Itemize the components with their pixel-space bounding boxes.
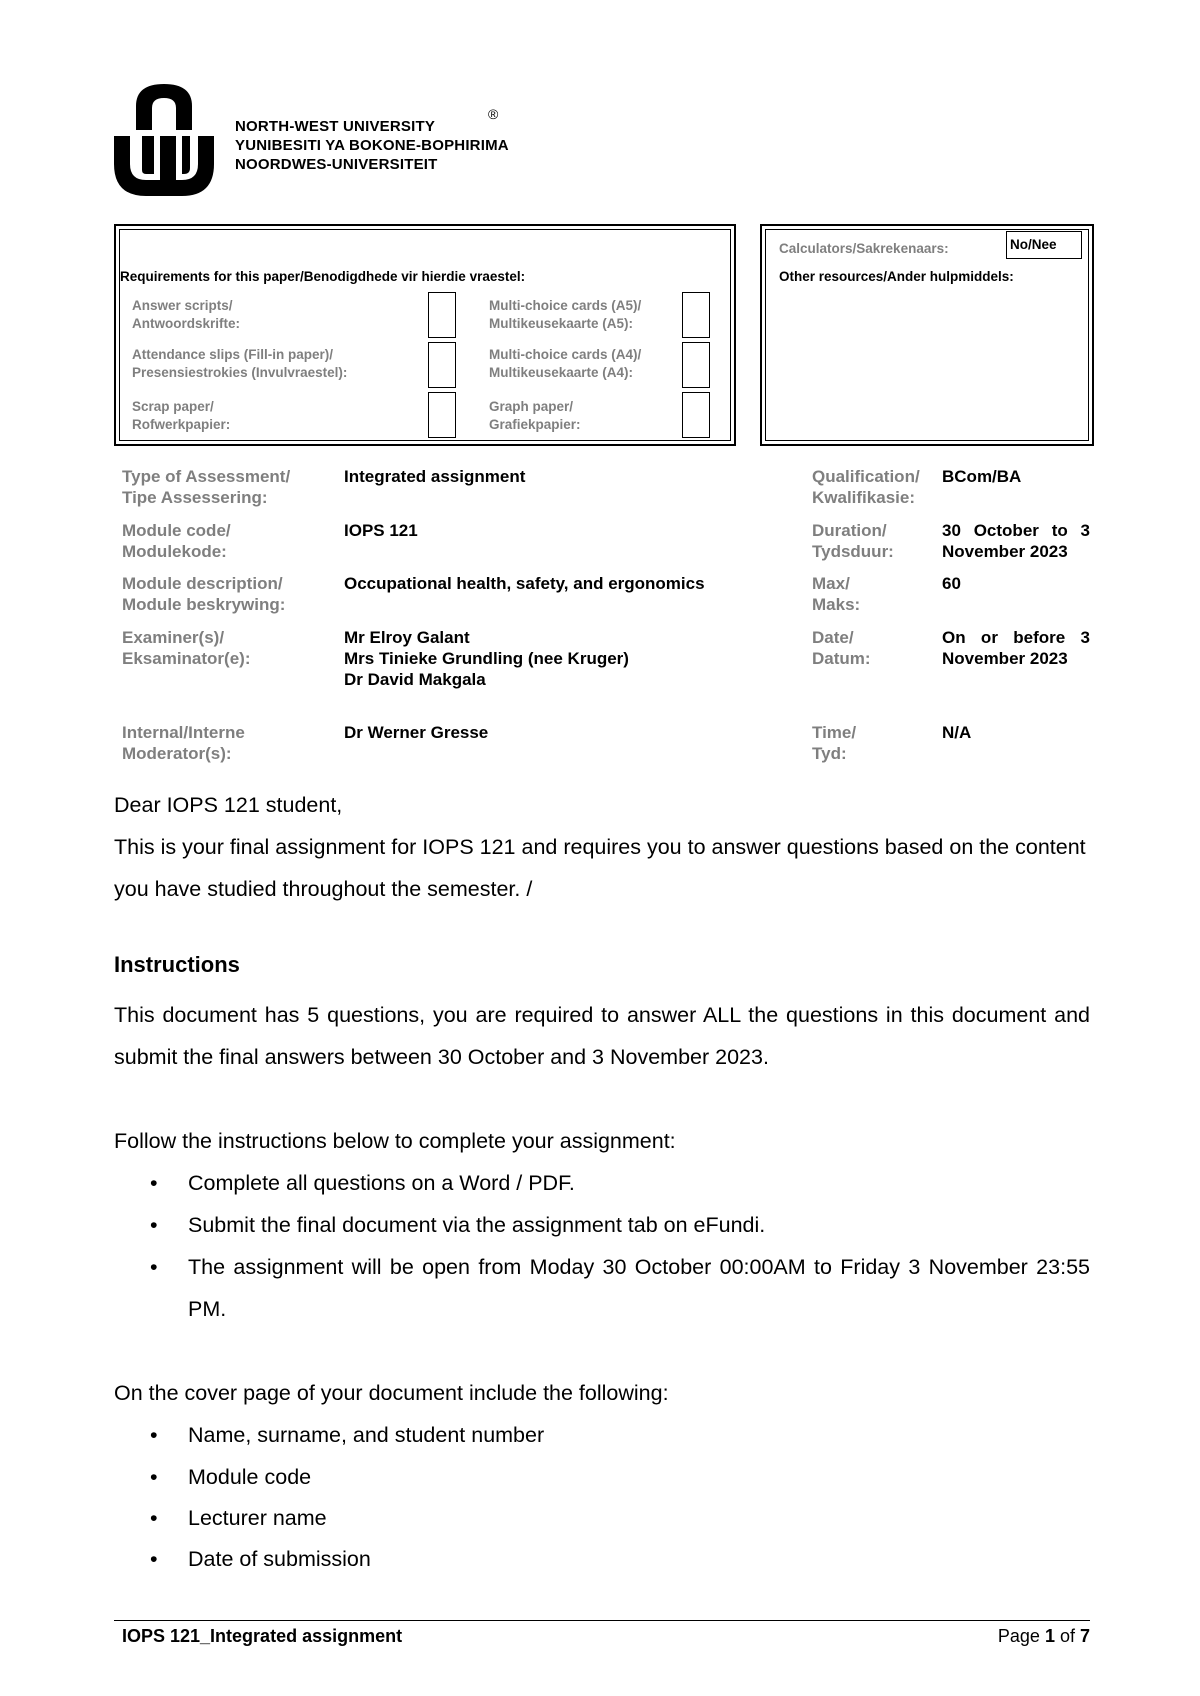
cover-bullet-2: Module code [188, 1465, 312, 1489]
bullet-icon: • [150, 1171, 158, 1195]
req-graph-paper: Graph paper/ Grafiekpapier: [489, 399, 581, 432]
page-number: Page 1 of 7 [997, 1626, 1090, 1646]
graph-paper-checkbox[interactable] [682, 392, 710, 438]
bullet-icon: • [150, 1213, 158, 1237]
duration-label: Duration/ Tydsduur: [812, 521, 894, 561]
footer-divider [114, 1620, 1090, 1621]
intro-paragraph: This is your final assignment for IOPS 121 and requires you to answer questions based on the content you have studied throughout the semester. / [114, 835, 1086, 901]
module-code-label: Module code/ Modulekode: [122, 521, 231, 561]
qualification-label: Qualification/ Kwalifikasie: [812, 467, 920, 507]
bullet-icon: • [150, 1465, 158, 1489]
time-value: N/A [942, 723, 972, 742]
time-label: Time/ Tyd: [812, 723, 857, 763]
assessment-type-value: Integrated assignment [344, 467, 526, 486]
cover-bullet-4: Date of submission [188, 1547, 371, 1571]
module-code-value: IOPS 121 [344, 521, 418, 540]
req-answer-scripts: Answer scripts/ Antwoordskrifte: [132, 298, 240, 331]
calculators-value-field[interactable]: No/Nee [1006, 231, 1082, 259]
assessment-type-label: Type of Assessment/ Tipe Assessering: [122, 467, 291, 507]
university-name: NORTH-WEST UNIVERSITY YUNIBESITI YA BOKONE-BOPHIRIMA NOORDWES-UNIVERSITEIT [235, 118, 509, 173]
multichoice-a4-checkbox[interactable] [682, 342, 710, 388]
nwu-logo-icon [114, 84, 214, 198]
instructions-paragraph: This document has 5 questions, you are required to answer ALL the questions in this document and submit the final answers between 30 October and 3 November 2023. [114, 1003, 1090, 1069]
qualification-value: BCom/BA [942, 467, 1022, 486]
follow-instructions-text: Follow the instructions below to complete your assignment: [114, 1129, 676, 1153]
bullet-icon: • [150, 1506, 158, 1530]
module-description-label: Module description/ Module beskrywing: [122, 574, 286, 614]
attendance-slips-checkbox[interactable] [428, 342, 456, 388]
bullet-icon: • [150, 1547, 158, 1571]
cover-bullet-1: Name, surname, and student number [188, 1423, 545, 1447]
other-resources-label: Other resources/Ander hulpmiddels: [779, 269, 1014, 284]
duration-value: 30 October to 3 November 2023 [942, 521, 1090, 561]
bullet-icon: • [150, 1423, 158, 1447]
cover-bullet-3: Lecturer name [188, 1506, 327, 1530]
module-description-value: Occupational health, safety, and ergonomics [344, 574, 705, 593]
bullet-icon: • [150, 1255, 158, 1279]
answer-scripts-checkbox[interactable] [428, 292, 456, 338]
examiners-value: Mr Elroy Galant Mrs Tinieke Grundling (nee Kruger) Dr David Makgala [344, 628, 629, 689]
follow-bullet-3: The assignment will be open from Moday 30 October 00:00AM to Friday 3 November 23:55 PM. [188, 1255, 1090, 1321]
calculators-label: Calculators/Sakrekenaars: [779, 241, 949, 256]
multichoice-a5-checkbox[interactable] [682, 292, 710, 338]
moderator-label: Internal/Interne Moderator(s): [122, 723, 245, 763]
examiners-label: Examiner(s)/ Eksaminator(e): [122, 628, 251, 668]
registered-mark: ® [488, 106, 499, 122]
follow-bullet-2: Submit the final document via the assignment tab on eFundi. [188, 1213, 766, 1237]
date-label: Date/ Datum: [812, 628, 871, 668]
req-multichoice-a5: Multi-choice cards (A5)/ Multikeusekaarte (A5): [489, 298, 642, 331]
date-value: On or before 3 November 2023 [942, 628, 1090, 668]
req-multichoice-a4: Multi-choice cards (A4)/ Multikeusekaarte (A4): [489, 347, 642, 380]
cover-page-text: On the cover page of your document include the following: [114, 1381, 669, 1405]
req-attendance-slips: Attendance slips (Fill-in paper)/ Presensiestrokies (Invulvraestel): [132, 347, 348, 380]
instructions-heading: Instructions [114, 952, 240, 977]
max-label: Max/ Maks: [812, 574, 861, 614]
scrap-paper-checkbox[interactable] [428, 392, 456, 438]
greeting: Dear IOPS 121 student, [114, 793, 343, 817]
moderator-value: Dr Werner Gresse [344, 723, 489, 742]
footer-title: IOPS 121_Integrated assignment [122, 1626, 403, 1646]
follow-bullet-1: Complete all questions on a Word / PDF. [188, 1171, 575, 1195]
max-value: 60 [942, 574, 961, 593]
req-scrap-paper: Scrap paper/ Rofwerkpapier: [132, 399, 231, 432]
requirements-title: Requirements for this paper/Benodigdhede vir hierdie vraestel: [120, 269, 526, 284]
